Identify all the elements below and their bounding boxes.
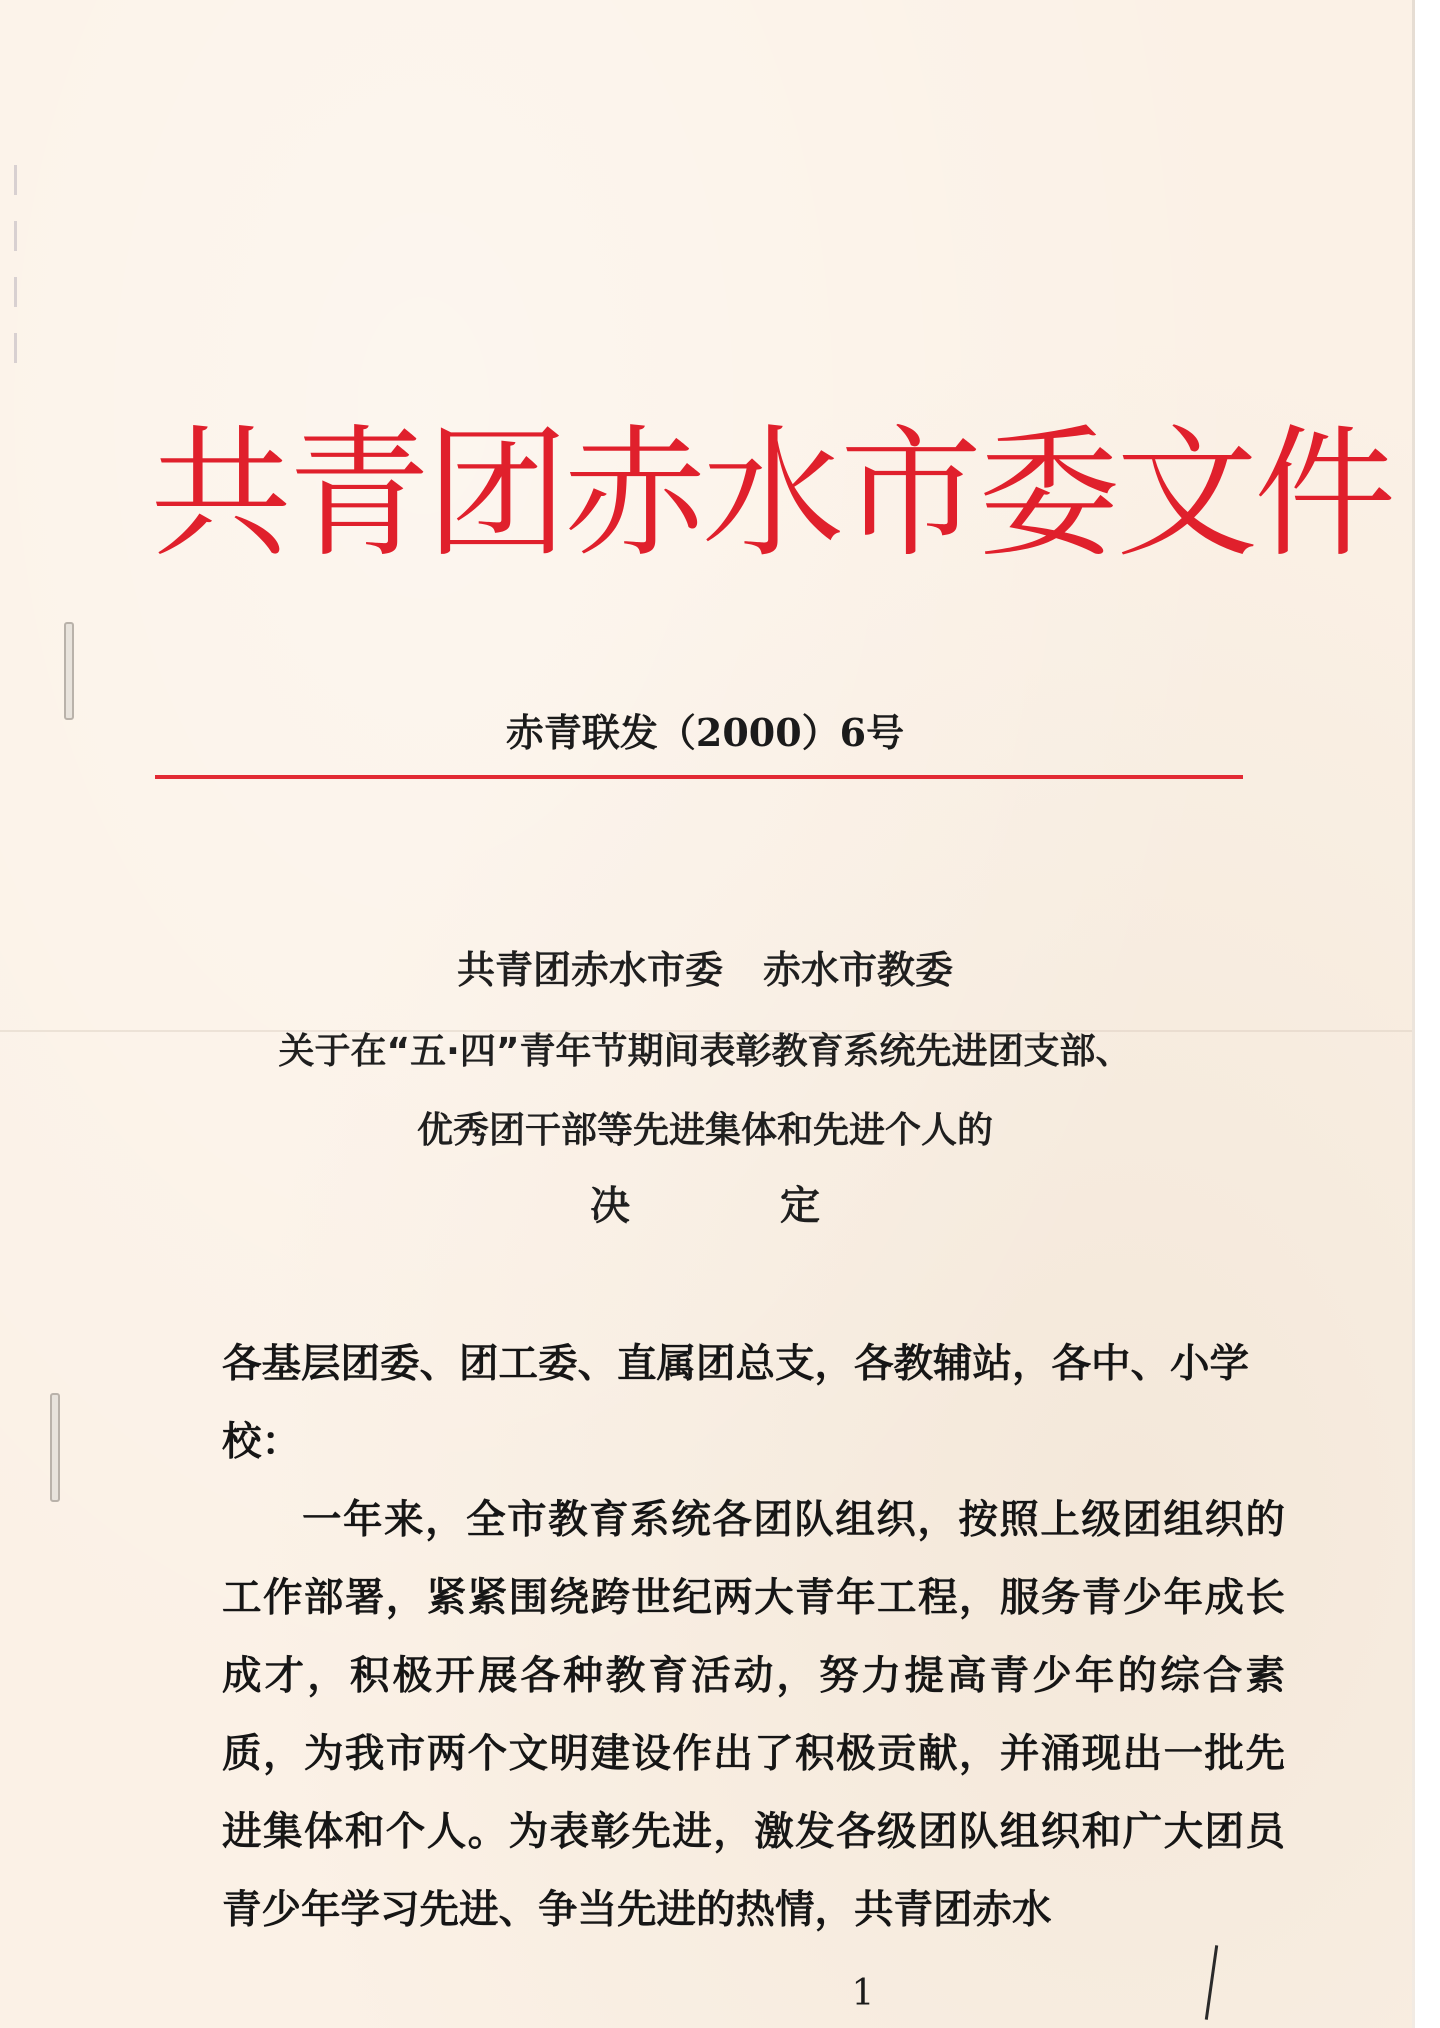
salutation: 各基层团委、团工委、直属团总支，各教辅站，各中、小学校： (222, 1341, 1249, 1465)
title-line-2: 关于在“五·四”青年节期间表彰教育系统先进团支部、 (278, 1031, 1132, 1072)
pen-mark (1205, 1945, 1218, 2020)
scan-right-edge (1412, 0, 1440, 2028)
title-line-3: 优秀团干部等先进集体和先进个人的 (416, 1110, 993, 1151)
title-issuers (150, 942, 1260, 998)
red-divider-rule (155, 775, 1243, 779)
staple-top (64, 622, 74, 720)
document-number: 赤青联发（2000）6号 (505, 710, 905, 755)
masthead-title: 共青团赤水市委文件 (150, 412, 1392, 577)
margin-marks (0, 165, 22, 405)
document-body (222, 1325, 1285, 1949)
title-decision: 决定 (590, 1183, 970, 1229)
staple-bottom (50, 1393, 60, 1502)
body-paragraph: 一年来，全市教育系统各团队组织，按照上级团组织的工作部署，紧紧围绕跨世纪两大青年工程，服务青少年成长成才，积极开展各种教育活动，努力提高青少年的综合素质，为我市两个文明建设作出了积极贡献，并涌现出一批先进集体和个人。为表彰先进，激发各级团队组织和广大团员青少年学习先进、争当先进的热情，共青团赤水 (222, 1497, 1285, 1933)
title-issuer-b: 赤水市教委 (763, 948, 954, 992)
page-number: 1 (851, 1973, 875, 2014)
title-issuer-a: 共青团赤水市委 (456, 948, 723, 992)
